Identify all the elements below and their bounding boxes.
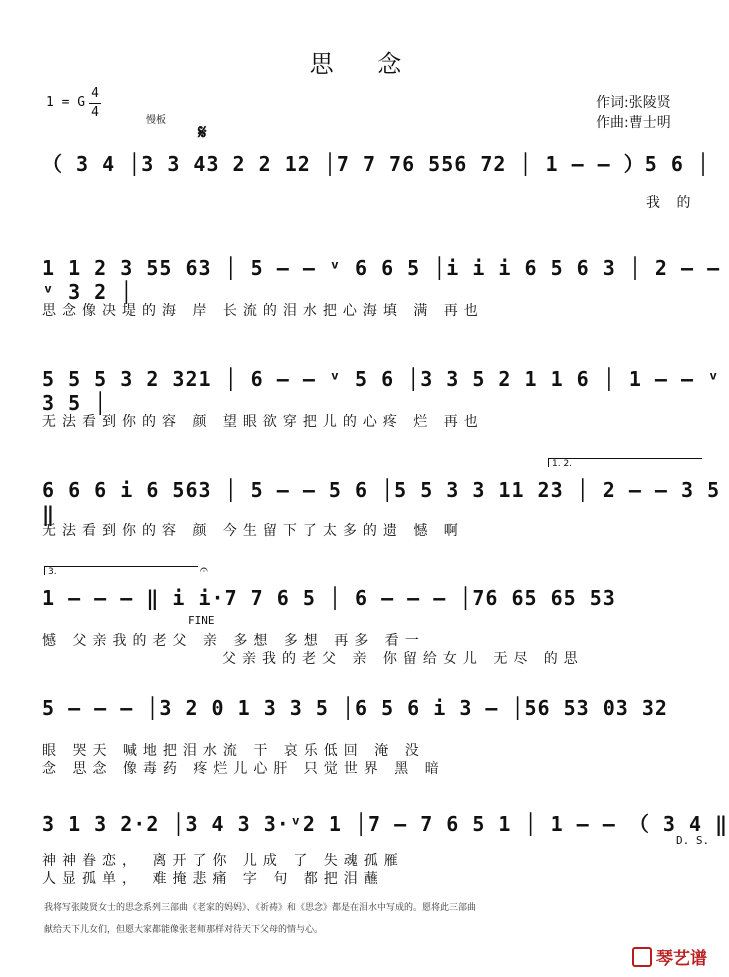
segno-icon: 𝄋: [198, 120, 207, 144]
notes-line: 1 1 2 3 55 63 │ 5 — — ᵛ 6 6 5 │i i i 6 5 6 3 │ 2 — — ᵛ 3 2 │: [42, 256, 721, 304]
time-sig-bottom: 4: [91, 105, 99, 120]
notes-line: 1 — — — ‖ i i·7 7 6 5 │ 6 — — — │76 65 65 53: [42, 586, 616, 610]
volta-3: 3.: [44, 566, 198, 575]
score-system-3: [0, 367, 729, 447]
key-signature: 1 = G: [46, 95, 86, 110]
score-system-4: [0, 478, 729, 558]
lyrics-line-1: 我 的: [646, 195, 697, 211]
notes-line: 5 — — — │3 2 0 1 3 3 5 │6 5 6 i 3 — │56 53 03 32: [42, 696, 668, 720]
notes-line: 6 6 6 i 6 563 │ 5 — — 5 6 │5 5 3 3 11 23 │ 2 — — 3 5 ‖: [42, 478, 721, 526]
score-system-5: [0, 586, 729, 666]
lyrics-line-1: 无法看到你的容 颜 今生留下了太多的遗 憾 啊: [42, 523, 464, 539]
lyrics-line-1: 思念像决堤的海 岸 长流的泪水把心海填 满 再也: [42, 303, 484, 319]
lyrics-line-1: 无法看到你的容 颜 望眼欲穿把儿的心疼 烂 再也: [42, 414, 484, 430]
logo-text: 琴艺谱: [656, 949, 707, 969]
ds-mark: D. S.: [676, 834, 710, 847]
volta-1-2: 1. 2.: [548, 458, 702, 467]
lyrics-line-2: 念 思念 像毒药 疼烂儿心肝 只觉世界 黑 暗: [42, 761, 445, 777]
lyrics-line-1: 憾 父亲我的老父 亲 多想 多想 再多 看一: [42, 633, 425, 649]
lyrics-line-1: 神神眷恋， 离开了你 儿成 了 失魂孤雁: [42, 853, 404, 869]
lyrics-line-2: 人显孤单， 难掩悲痛 字 句 都把泪蘸: [42, 871, 384, 887]
composer: 作曲:曹士明: [596, 115, 671, 131]
notes-line: 3 1 3 2·2 │3 4 3 3·ᵛ2 1 │7 — 7 6 5 1 │ 1 — — （ 3 4 ‖: [42, 812, 729, 836]
score-system-1: [0, 148, 729, 228]
fermata-icon: 𝄐: [200, 562, 208, 578]
credits: [596, 93, 671, 133]
lyrics-line-2: 父亲我的老父 亲 你留给女儿 无尽 的思: [222, 651, 584, 667]
logo-mark-icon: [632, 947, 652, 967]
footnote-line-2: 献给天下儿女们，但愿大家都能像张老师那样对待天下父母的情与心。: [44, 925, 324, 935]
score-system-7: [0, 808, 729, 888]
tempo-marking: 慢板: [146, 115, 166, 126]
notes-line: 5 5 5 3 2 321 │ 6 — — ᵛ 5 6 │3 3 5 2 1 1 6 │ 1 — — ᵛ 3 5 │: [42, 367, 721, 415]
song-title: 思 念: [309, 50, 420, 78]
time-sig-divider: [89, 103, 101, 104]
score-system-2: [0, 256, 729, 336]
notes-line: （ 3 4 │3 3 43 2 2 12 │7 7 76 556 72 │ 1 — — ）5 6 │: [42, 152, 710, 176]
lyrics-line-1: 眼 哭天 喊地把泪水流 干 哀乐低回 淹 没: [42, 743, 425, 759]
time-signature: [89, 85, 101, 122]
score-system-6: [0, 696, 729, 776]
site-logo: [632, 944, 707, 969]
footnote-line-1: 我将写张陵贤女士的思念系列三部曲《老家的妈妈》、《祈祷》和《思念》都是在泪水中写成的。愿将此三部曲: [44, 903, 477, 913]
time-sig-top: 4: [91, 86, 99, 101]
lyricist: 作词:张陵贤: [596, 95, 671, 111]
fine-mark: FINE: [188, 614, 215, 627]
